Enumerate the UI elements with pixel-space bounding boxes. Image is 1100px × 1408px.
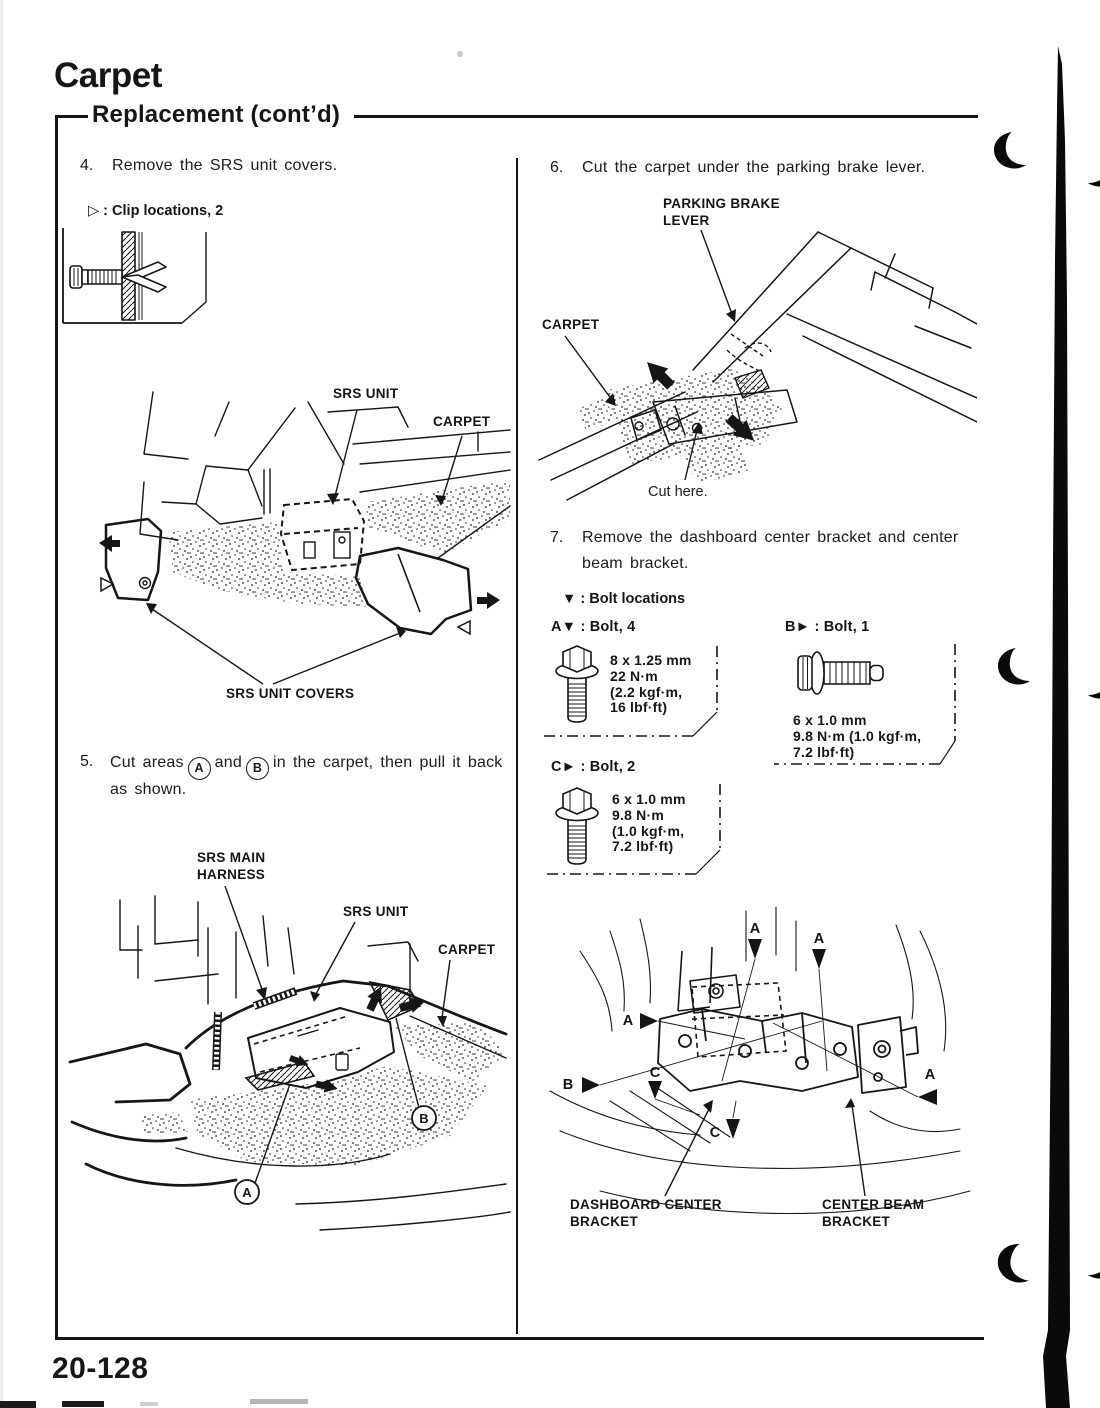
carpet-label-2: CARPET <box>438 942 496 957</box>
step6-number: 6. <box>550 159 564 176</box>
carpet-leader <box>565 336 612 400</box>
marker-a-right: A <box>924 1067 936 1083</box>
cut-here-label: Cut here. <box>648 484 708 500</box>
circle-a-marker: A <box>242 1185 252 1200</box>
step4-text: Remove the SRS unit covers. <box>112 157 338 174</box>
page-curl-marks <box>994 132 1100 1284</box>
clip-icon <box>70 262 166 292</box>
bolt-c-heading: C► : Bolt, 2 <box>551 759 636 775</box>
circled-b: B <box>246 757 269 780</box>
srs-unit-label: SRS UNIT <box>333 386 399 401</box>
step5-part1: Cut areas <box>110 754 184 771</box>
step7-text-line2: beam bracket. <box>582 555 689 572</box>
center-beam-bracket-label: CENTER BEAM BRACKET <box>822 1197 925 1229</box>
marker-a-left: A <box>622 1013 634 1029</box>
center-beam-leader <box>852 1105 865 1196</box>
clip-location-note: ▷ : Clip locations, 2 <box>88 203 224 219</box>
step7-number: 7. <box>550 529 564 546</box>
dashboard-center-bracket-shape <box>658 1009 858 1091</box>
srs-unit-covers-label: SRS UNIT COVERS <box>226 686 355 701</box>
covers-leader-right <box>273 633 400 684</box>
bolt-b-spec: 6 x 1.0 mm 9.8 N·m (1.0 kgf·m, 7.2 lbf·ft) <box>793 712 922 760</box>
marker-c2: C <box>709 1125 721 1141</box>
covers-leader-left <box>152 609 263 684</box>
carpet-stipple <box>168 522 368 607</box>
bottom-border <box>55 1337 984 1340</box>
srs-unit-dashed-outline <box>281 499 364 570</box>
book-spine-shadow <box>1043 46 1070 1408</box>
step5-part2: and <box>214 754 242 771</box>
step5-number: 5. <box>80 753 94 770</box>
carpet-label-3: CARPET <box>542 317 600 332</box>
carpet-label: CARPET <box>433 414 491 429</box>
bolt-locations-note: ▼ : Bolt locations <box>562 591 686 607</box>
circled-a: A <box>188 757 211 780</box>
srs-unit-label-2: SRS UNIT <box>343 904 409 919</box>
page-title: Carpet <box>54 56 162 95</box>
section-header: Replacement (cont’d) <box>92 101 341 128</box>
marker-a1: A <box>749 921 761 937</box>
step5-text-line2: as shown. <box>110 781 187 798</box>
srs-main-harness-label: SRS MAIN HARNESS <box>197 850 266 882</box>
page-number: 20-128 <box>52 1352 149 1385</box>
marker-a2: A <box>813 931 825 947</box>
marker-b: B <box>562 1077 574 1093</box>
bolt-b-icon <box>798 652 883 694</box>
bottom-scan-marks <box>0 1399 308 1408</box>
header-rule-right <box>354 115 978 118</box>
marker-leader-lines <box>600 959 918 1118</box>
bolt-a-heading: A▼ : Bolt, 4 <box>551 619 636 635</box>
bolt-c-icon <box>556 788 598 864</box>
step5-part3: in the carpet, then pull it back <box>272 754 503 771</box>
harness-corrugated-tube <box>216 991 296 1070</box>
step6-text: Cut the carpet under the parking brake lever. <box>582 159 926 176</box>
step4-number: 4. <box>80 157 94 174</box>
lever-and-body <box>539 232 977 500</box>
marker-c1: C <box>649 1065 661 1081</box>
step5-text-line1 <box>110 749 503 780</box>
step7-text-line1: Remove the dashboard center bracket and center <box>582 529 959 546</box>
bolt-b-heading: B► : Bolt, 1 <box>785 619 870 635</box>
dashboard-bracket-leader <box>665 1107 710 1196</box>
body-curves <box>550 907 970 1214</box>
bolt-c-spec: 6 x 1.0 mm 9.8 N·m (1.0 kgf·m, 7.2 lbf·ft) <box>612 791 686 855</box>
bolt-a-icon <box>556 646 598 722</box>
dashboard-center-bracket-label: DASHBOARD CENTER BRACKET <box>570 1197 722 1229</box>
parking-brake-lever-label: PARKING BRAKE LEVER <box>663 196 780 228</box>
clip-illustration <box>60 226 212 336</box>
pull-arrow-right <box>477 592 500 609</box>
diagram-brackets <box>540 891 982 1243</box>
lever-leader <box>701 230 732 314</box>
diagram-parking-brake <box>535 228 977 506</box>
bolt-a-spec: 8 x 1.25 mm 22 N·m (2.2 kgf·m, 16 lbf·ft) <box>610 652 692 716</box>
header-rule-left <box>56 115 88 118</box>
pull-arrow-left <box>99 535 120 552</box>
circle-b-marker: B <box>419 1111 429 1126</box>
harness-leader <box>225 886 263 992</box>
